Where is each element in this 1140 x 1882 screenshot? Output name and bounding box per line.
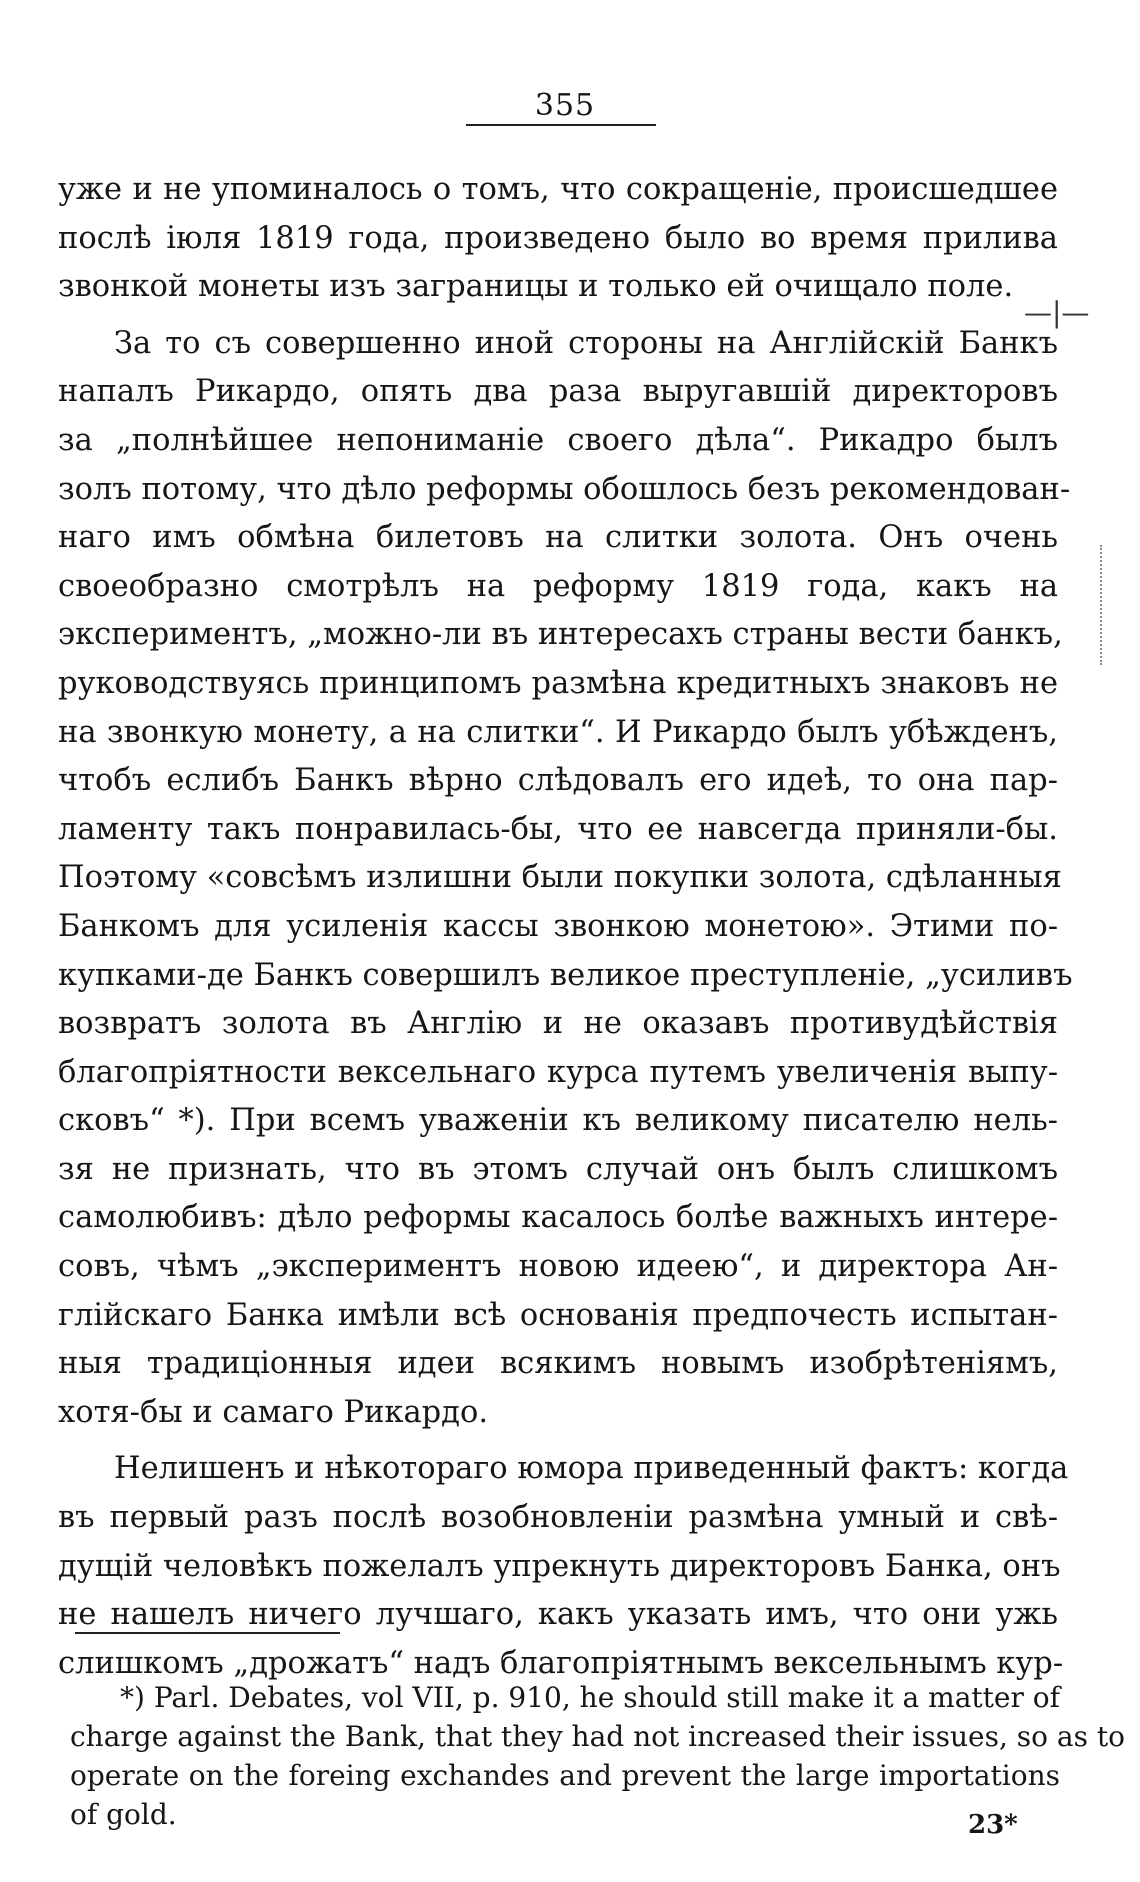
- footnote-line: operate on the foreing exchandes and prevent the large importations: [70, 1759, 1060, 1792]
- text-line: благопріятности вексельнаго курса путемъ увеличенія выпу-: [58, 1054, 1058, 1090]
- proof-mark: —|—: [1024, 296, 1090, 329]
- text-line: купками-де Банкъ совершилъ великое преступленіе, „усиливъ: [58, 957, 1073, 993]
- margin-dots: [1100, 545, 1104, 665]
- footnote-line: charge against the Bank, that they had not increased their issues, so as to: [70, 1720, 1125, 1753]
- page-number-rule: [466, 124, 656, 126]
- text-line: хотя-бы и самаго Рикардо.: [58, 1394, 489, 1430]
- text-line: наго имъ обмѣна билетовъ на слитки золота. Онъ очень: [58, 520, 1058, 556]
- text-line: золъ потому, что дѣло реформы обошлось безъ рекомендован-: [58, 471, 1071, 507]
- footnote-line: *) Parl. Debates, vol VII, p. 910, he should still make it a matter of: [120, 1681, 1060, 1714]
- text-line: своеобразно смотрѣлъ на реформу 1819 года, какъ на: [58, 568, 1058, 604]
- text-line: экспериментъ, „можно-ли въ интересахъ страны вести банкъ,: [58, 617, 1063, 653]
- text-line: уже и не упоминалось о томъ, что сокращеніе, происшедшее: [58, 172, 1058, 207]
- text-line: дущій человѣкъ пожелалъ упрекнуть директоровъ Банка, онъ: [58, 1548, 1061, 1584]
- text-line: руководствуясь принципомъ размѣна кредитныхъ знаковъ не: [58, 665, 1058, 701]
- text-line: ныя традиціонныя идеи всякимъ новымъ изобрѣтеніямъ,: [58, 1346, 1058, 1382]
- text-line: ламенту такъ понравилась-бы, что ее навсегда приняли-бы.: [58, 811, 1058, 847]
- text-line: въ первый разъ послѣ возобновленіи размѣна умный и свѣ-: [58, 1500, 1058, 1536]
- text-line: не нашелъ ничего лучшаго, какъ указать имъ, что они ужь: [58, 1597, 1058, 1633]
- text-line: послѣ іюля 1819 года, произведено было во время прилива: [58, 220, 1058, 256]
- paragraph: [58, 320, 1073, 1438]
- signature-mark: 23*: [968, 1810, 1018, 1840]
- page-number: 355: [534, 88, 596, 123]
- paragraph: [58, 166, 1058, 312]
- footnote-line: of gold.: [70, 1798, 177, 1831]
- text-line: глійскаго Банка имѣли всѣ основанія предпочесть испытан-: [58, 1297, 1058, 1333]
- text-line: чтобъ еслибъ Банкъ вѣрно слѣдовалъ его идеѣ, то она пар-: [58, 763, 1058, 799]
- text-line: слишкомъ „дрожатъ“ надъ благопріятнымъ вексельнымъ кур-: [58, 1645, 1064, 1681]
- footnote-rule: [75, 1632, 340, 1634]
- text-line: возвратъ золота въ Англію и не оказавъ противудѣйствія: [58, 1006, 1058, 1042]
- text-line: на звонкую монету, а на слитки“. И Рикардо былъ убѣжденъ,: [58, 714, 1058, 750]
- body-text: [58, 166, 1073, 1688]
- text-line: сковъ“ *). При всемъ уваженіи къ великому писателю нель-: [58, 1103, 1058, 1139]
- text-line: самолюбивъ: дѣло реформы касалось болѣе важныхъ интере-: [58, 1200, 1058, 1236]
- footnote: [70, 1678, 1125, 1834]
- text-line: звонкой монеты изъ заграницы и только ей очищало поле.: [58, 269, 1014, 305]
- text-line: Нелишенъ и нѣкотораго юмора приведенный фактъ: когда: [114, 1451, 1069, 1487]
- text-line: за „полнѣйшее непониманіе своего дѣла“. Рикадро былъ: [58, 422, 1058, 458]
- text-line: За то съ совершенно иной стороны на Англійскій Банкъ: [114, 325, 1058, 361]
- text-line: совъ, чѣмъ „экспериментъ новою идеею“, и директора Ан-: [58, 1249, 1058, 1285]
- paragraph-gap: [58, 312, 1058, 320]
- paragraph-gap: [58, 1437, 1058, 1445]
- text-line: Банкомъ для усиленія кассы звонкою монетою». Этими по-: [58, 908, 1058, 944]
- paragraph: [58, 1445, 1069, 1688]
- text-line: Поэтому «совсѣмъ излишни были покупки золота, сдѣланныя: [58, 860, 1062, 896]
- text-line: зя не признать, что въ этомъ случай онъ былъ слишкомъ: [58, 1151, 1058, 1187]
- text-line: напалъ Рикардо, опять два раза выругавшій директоровъ: [58, 374, 1058, 410]
